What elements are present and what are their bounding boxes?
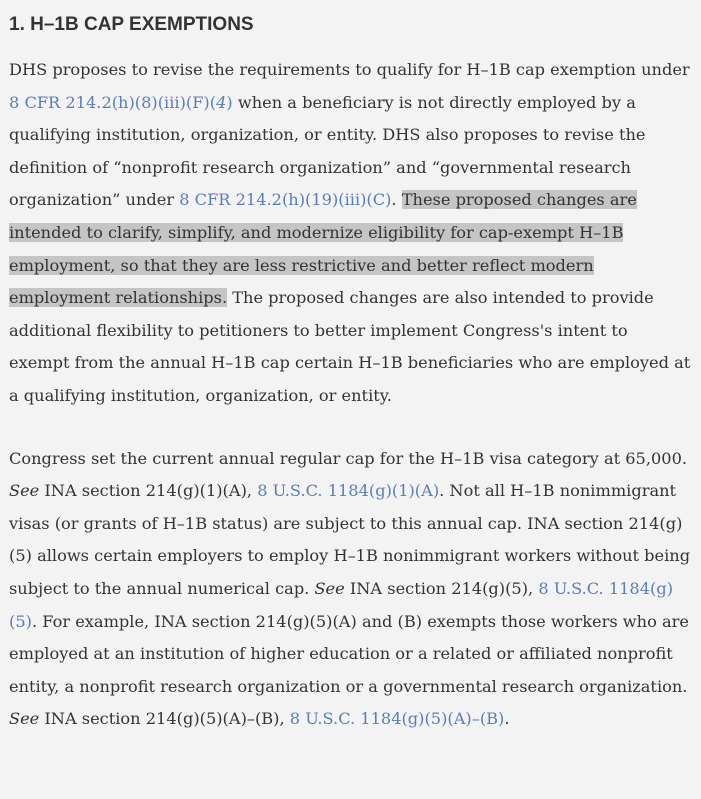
usc-link-1184-g-5[interactable]: 8 U.S.C. 1184(g)(5) [9, 578, 674, 631]
see-signal: See [9, 709, 40, 729]
usc-link-1184-g-1-a[interactable]: 8 U.S.C. 1184(g)(1)(A) [257, 481, 440, 501]
see-signal: See [9, 481, 40, 501]
text-run: . [391, 190, 402, 210]
text-run: . [504, 709, 510, 729]
see-signal: See [314, 578, 345, 598]
text-run: INA section 214(g)(1)(A), [39, 481, 258, 501]
text-run: when a beneficiary is not directly employed by a qualifying institution, organization, or entity. DHS also proposes to revise the definition of “nonprofit research organization” and “governmental research organization” under [9, 92, 646, 210]
highlighted-text: These proposed changes are intended to clarify, simplify, and modernize eligibility for cap-exempt H–1B employment, so that they are less restrictive and better reflect modern employment relationships. [9, 190, 637, 308]
cfr-link-h-8-iii-f-4[interactable]: 8 CFR 214.2(h)(8)(iii)(F)(4) [9, 92, 233, 112]
text-run: DHS proposes to revise the requirements to qualify for H–1B cap exemption under [9, 60, 690, 79]
usc-link-1184-g-5-a-b[interactable]: 8 U.S.C. 1184(g)(5)(A)–(B) [289, 709, 505, 729]
cfr-link-h-19-iii-c[interactable]: 8 CFR 214.2(h)(19)(iii)(C) [179, 190, 392, 210]
text-run: INA section 214(g)(5)(A)–(B), [39, 709, 290, 729]
section-heading: 1. H–1B CAP EXEMPTIONS [9, 14, 254, 35]
text-run: . For example, INA section 214(g)(5)(A) and (B) exempts those workers who are employed at an institution of higher education or a related or affiliated nonprofit entity, a nonprofit research organization or a governmental research organization. [9, 611, 689, 696]
text-run: The proposed changes are also intended to provide additional flexibility to petitioners to better implement Congress's intent to exempt from the annual H–1B cap certain H–1B beneficiaries who are employed at a qualifying institution, organization, or entity. [9, 288, 691, 405]
text-run: . Not all H–1B nonimmigrant visas (or grants of H–1B status) are subject to this annual cap. INA section 214(g)(5) allows certain employers to employ H–1B nonimmigrant workers without being subject to the annual numerical cap. [9, 481, 691, 598]
paragraph-cap-exemptions [9, 54, 693, 413]
text-run: INA section 214(g)(5), [344, 578, 539, 598]
text-run: Congress set the current annual regular cap for the H–1B visa category at 65,000. [9, 448, 688, 468]
paragraph-annual-cap [9, 443, 693, 736]
